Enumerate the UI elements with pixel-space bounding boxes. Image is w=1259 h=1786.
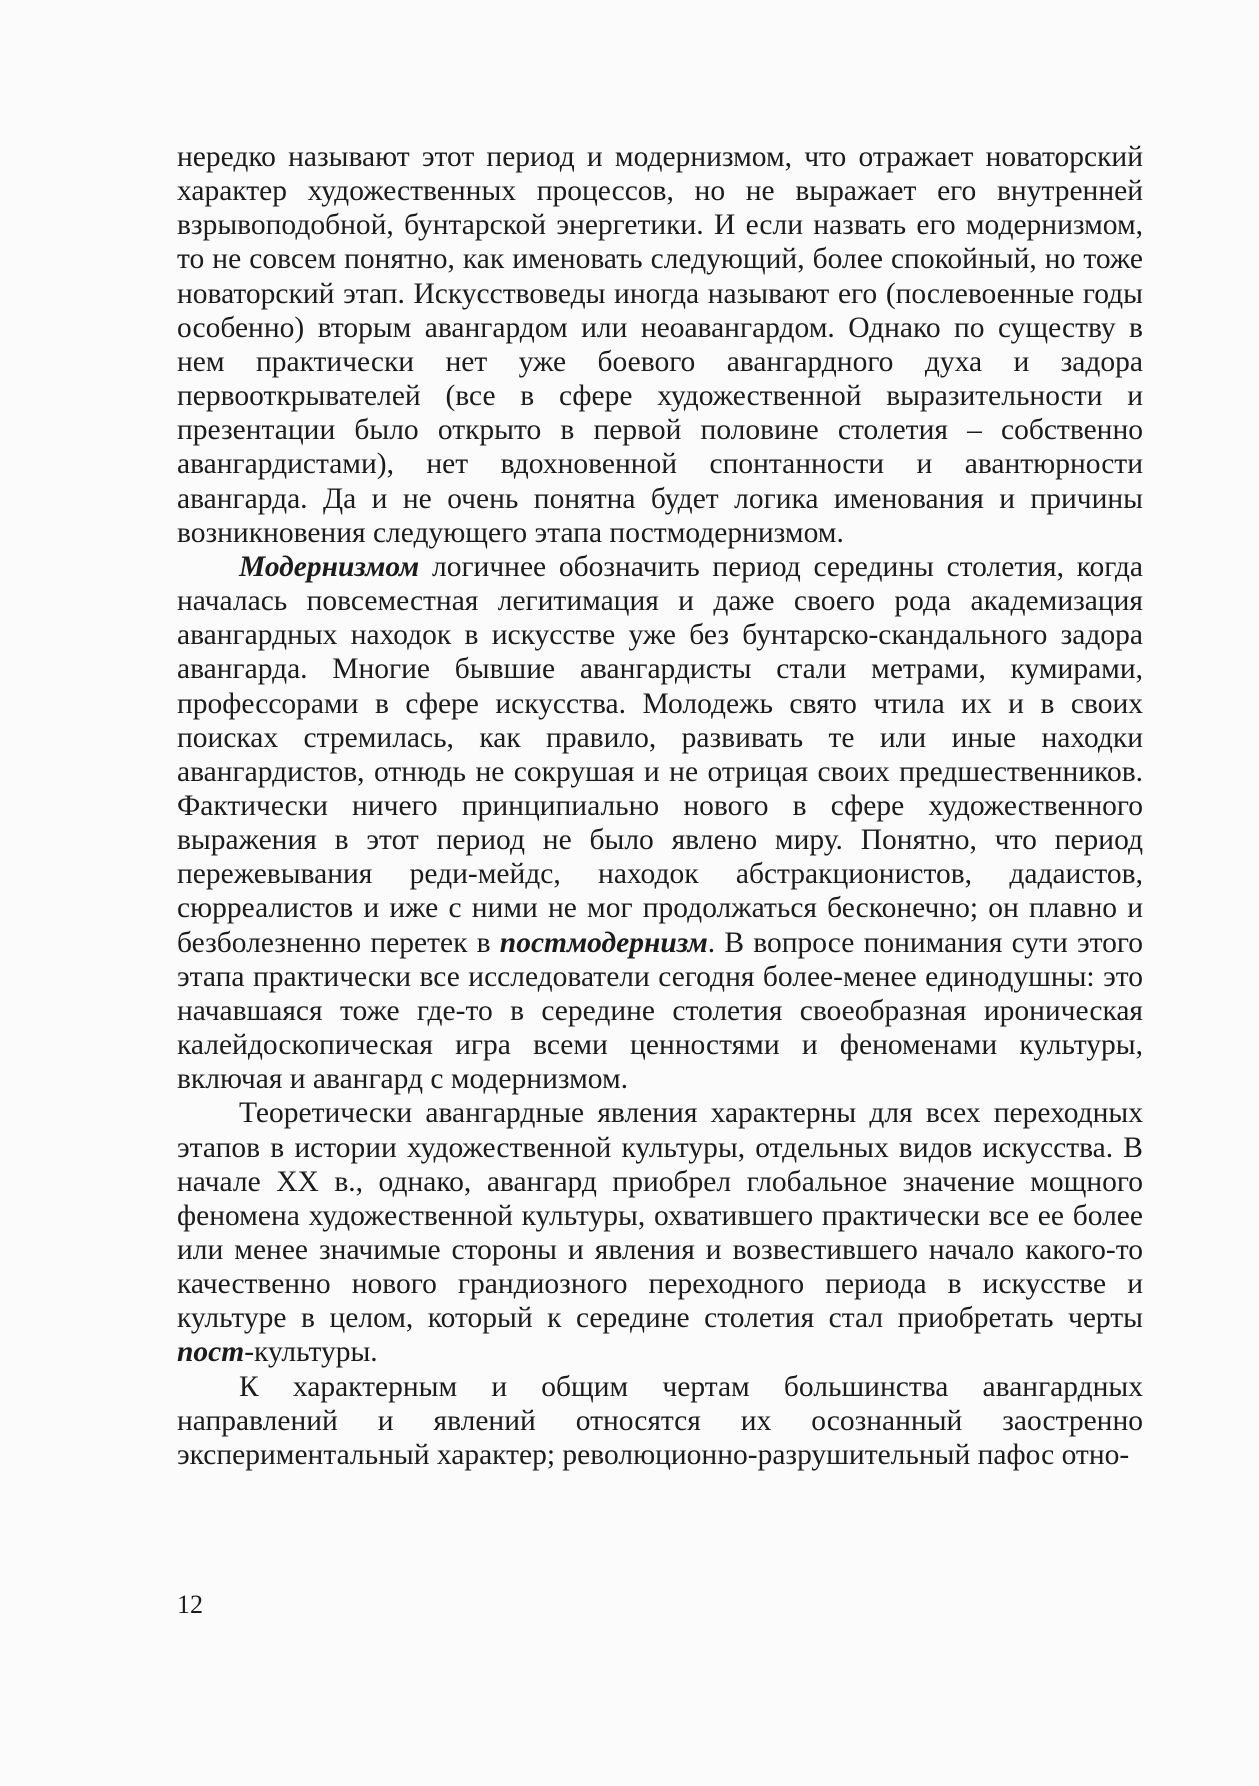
paragraph-2: [177, 550, 1143, 1097]
emphasized-term-post: пост: [177, 1336, 245, 1369]
emphasized-term-modernism: Модернизмом: [239, 550, 420, 583]
paragraph-1: нередко называют этот период и модернизмом, что отражает новаторский характер художественных процессов, но не выражает его внутренней взрывоподобной, бунтарской энергетики. И если назвать его модернизмом, то не совсем понятно, как именовать следующий, более спокойный, но тоже новаторский этап. Искусствоведы иногда называют его (послевоенные годы особенно) вторым авангардом или неоавангардом. Однако по существу в нем практически нет уже боевого авангардного духа и задора первооткрывателей (все в сфере художественной выразительности и презентации было открыто в первой половине столетия – собственно авангардистами), нет вдохновенной спонтанности и авантюрности авангарда. Да и не очень понятна будет логика именования и причины возникновения следующего этапа постмодернизмом.: [177, 141, 1143, 549]
paragraph-2-text-a: логичнее обозначить период середины столетия, когда началась повсеместная легитимация и даже своего рода академизация авангардных находок в искусстве уже без бунтарско-скандального задора авангарда. Многие бывшие авангардисты стали метрами, кумирами, профессорами в сфере искусства. Молодежь свято чтила их и в своих поисках стремилась, как правило, развивать те или иные находки авангардистов, отнюдь не сокрушая и не отрицая своих предшественников. Фактически ничего принципиально нового в сфере художественного выражения в этот период не было явлено миру. Понятно, что период пережевывания реди-мейдс, находок абстракционистов, дадаистов, сюрреалистов и иже с ними не мог продолжаться бесконечно; он плавно и безболезненно перетек в: [177, 550, 1143, 959]
paragraph-2-text-b: . В вопросе понимания сути этого этапа практически все исследователи сегодня более-менее единодушны: это начавшаяся тоже где-то в середине столетия своеобразная ироническая калейдоскопическая игра всеми ценностями и феноменами культуры, включая и авангард с модернизмом.: [177, 926, 1143, 1096]
paragraph-3: [177, 1096, 1143, 1369]
paragraph-3-text-b: -культуры.: [244, 1336, 378, 1369]
paragraph-4: К характерным и общим чертам большинства авангардных направлений и явлений относятся их осознанный заостренно экспериментальный характер; революционно-разрушительный пафос отно-: [177, 1370, 1143, 1471]
paragraph-3-text-a: Теоретически авангардные явления характерны для всех переходных этапов в истории художественной культуры, отдельных видов искусства. В начале XX в., однако, авангард приобрел глобальное значение мощного феномена художественной культуры, охватившего практически все ее более или менее значимые стороны и явления и возвестившего начало какого-то качественно нового грандиозного переходного периода в искусстве и культуре в целом, который к середине столетия стал приобретать черты: [177, 1097, 1143, 1335]
page-number: 12: [177, 1590, 203, 1619]
page-body-text: [177, 140, 1143, 1472]
emphasized-term-postmodernism: постмодернизм: [499, 926, 708, 959]
